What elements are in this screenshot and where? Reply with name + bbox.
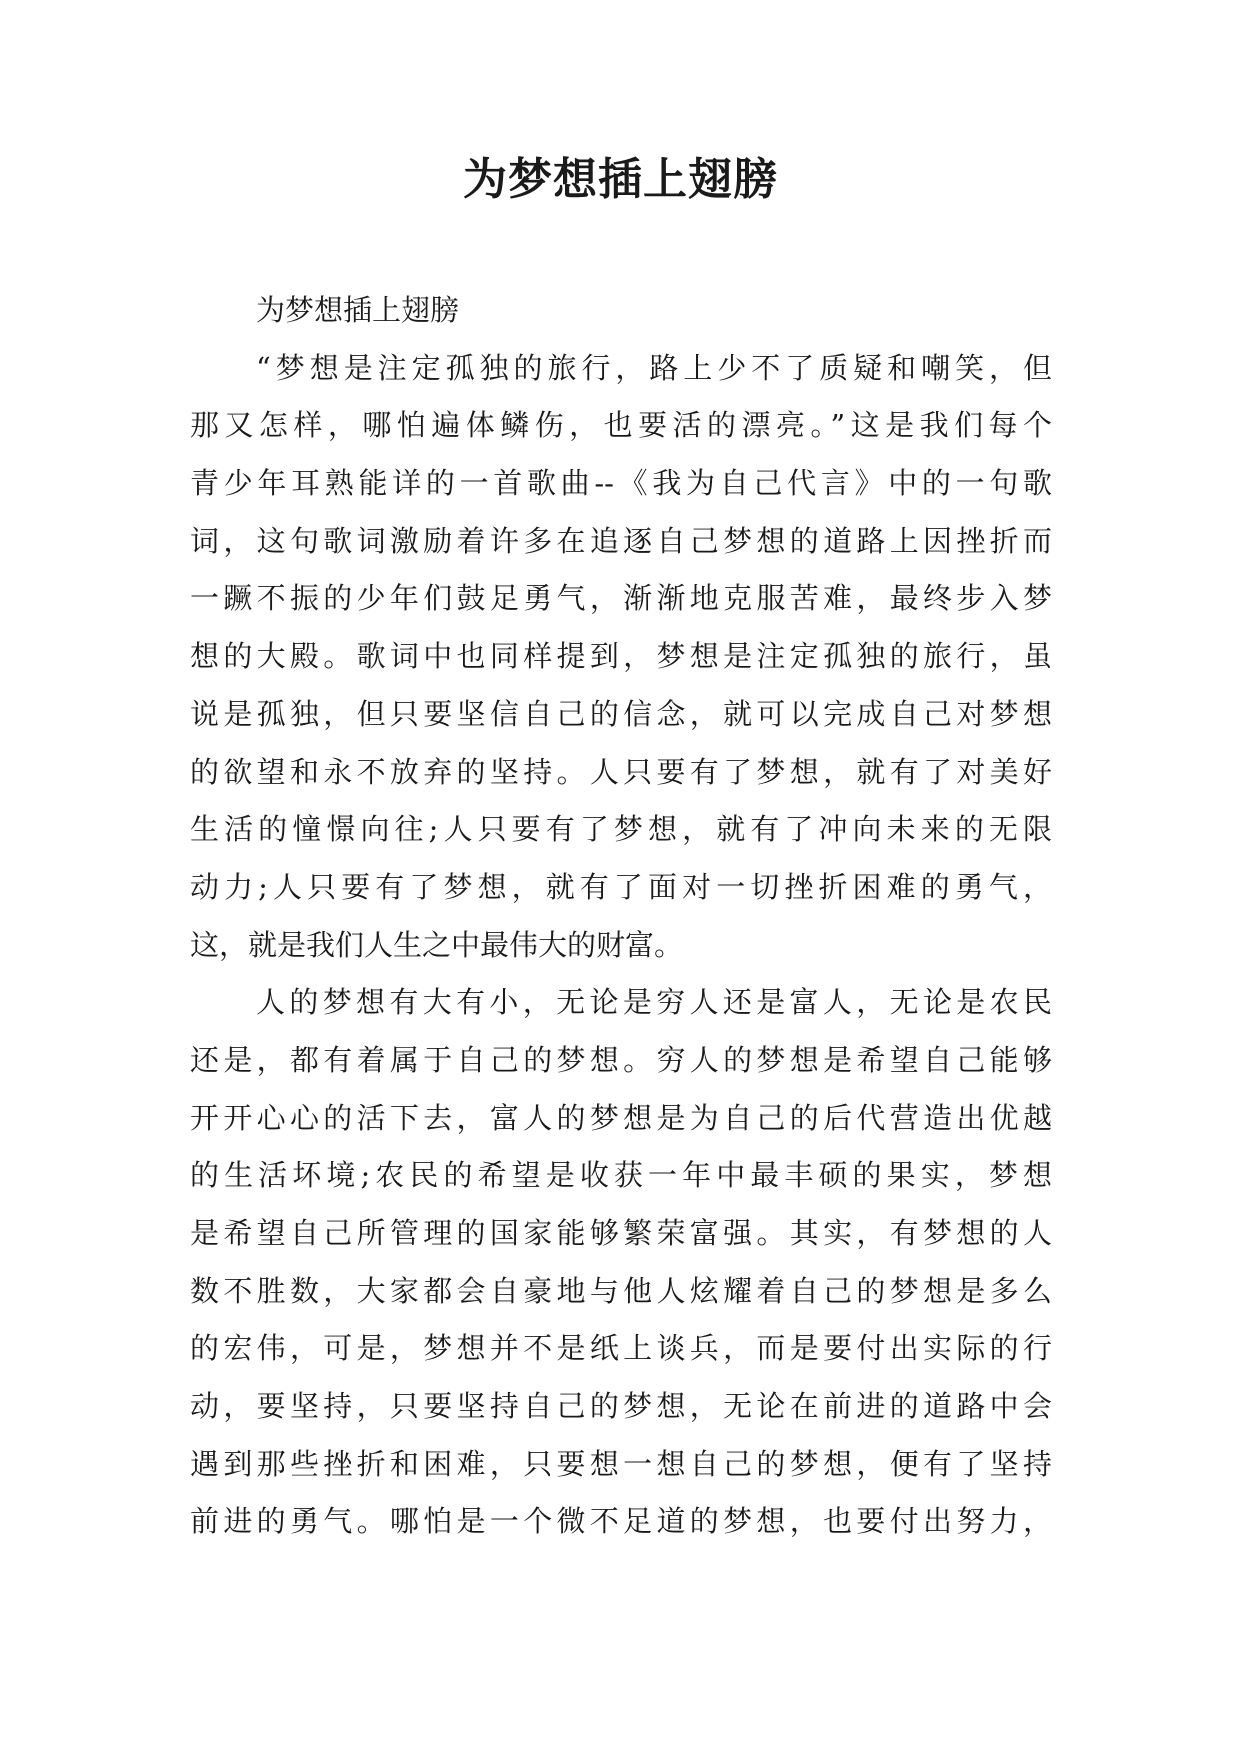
text-line: 青少年耳熟能详的一首歌曲--《我为自己代言》中的一句歌 bbox=[190, 466, 1052, 501]
text-line: 词，这句歌词激励着许多在追逐自己梦想的道路上因挫折而 bbox=[190, 523, 1052, 558]
text-line: 动力;人只要有了梦想，就有了面对一切挫折困难的勇气， bbox=[190, 869, 1052, 904]
text-line: 一蹶不振的少年们鼓足勇气，渐渐地克服苦难，最终步入梦 bbox=[190, 581, 1052, 616]
document-title: 为梦想插上翅膀 bbox=[463, 154, 778, 205]
document-body bbox=[190, 282, 1052, 1551]
text-line: 还是，都有着属于自己的梦想。穷人的梦想是希望自己能够 bbox=[190, 1042, 1052, 1077]
text-line: 想的大殿。歌词中也同样提到，梦想是注定孤独的旅行，虽 bbox=[190, 639, 1052, 674]
text-line: 前进的勇气。哪怕是一个微不足道的梦想，也要付出努力， bbox=[190, 1504, 1052, 1539]
text-line: 动，要坚持，只要坚持自己的梦想，无论在前进的道路中会 bbox=[190, 1389, 1052, 1424]
text-line: 那又怎样，哪怕遍体鳞伤，也要活的漂亮。”这是我们每个 bbox=[190, 408, 1052, 443]
text-line: 遇到那些挫折和困难，只要想一想自己的梦想，便有了坚持 bbox=[190, 1446, 1052, 1481]
text-line: “梦想是注定孤独的旅行，路上少不了质疑和嘲笑，但 bbox=[256, 350, 1052, 385]
text-line: 是希望自己所管理的国家能够繁荣富强。其实，有梦想的人 bbox=[190, 1216, 1052, 1250]
text-line: 生活的憧憬向往;人只要有了梦想，就有了冲向未来的无限 bbox=[190, 812, 1052, 847]
text-line: 说是孤独，但只要坚信自己的信念，就可以完成自己对梦想 bbox=[190, 696, 1052, 731]
text-line: 的欲望和永不放弃的坚持。人只要有了梦想，就有了对美好 bbox=[190, 754, 1052, 789]
text-line: 人的梦想有大有小，无论是穷人还是富人，无论是农民 bbox=[256, 985, 1052, 1020]
text-line: 这，就是我们人生之中最伟大的财富。 bbox=[190, 927, 684, 962]
text-line: 的宏伟，可是，梦想并不是纸上谈兵，而是要付出实际的行 bbox=[190, 1331, 1052, 1366]
text-line: 开开心心的活下去，富人的梦想是为自己的后代营造出优越 bbox=[190, 1100, 1052, 1135]
text-line: 的生活坏境;农民的希望是收获一年中最丰硕的果实，梦想 bbox=[190, 1158, 1052, 1193]
text-line: 数不胜数，大家都会自豪地与他人炫耀着自己的梦想是多么 bbox=[190, 1273, 1052, 1308]
text-line: 为梦想插上翅膀 bbox=[256, 293, 460, 327]
